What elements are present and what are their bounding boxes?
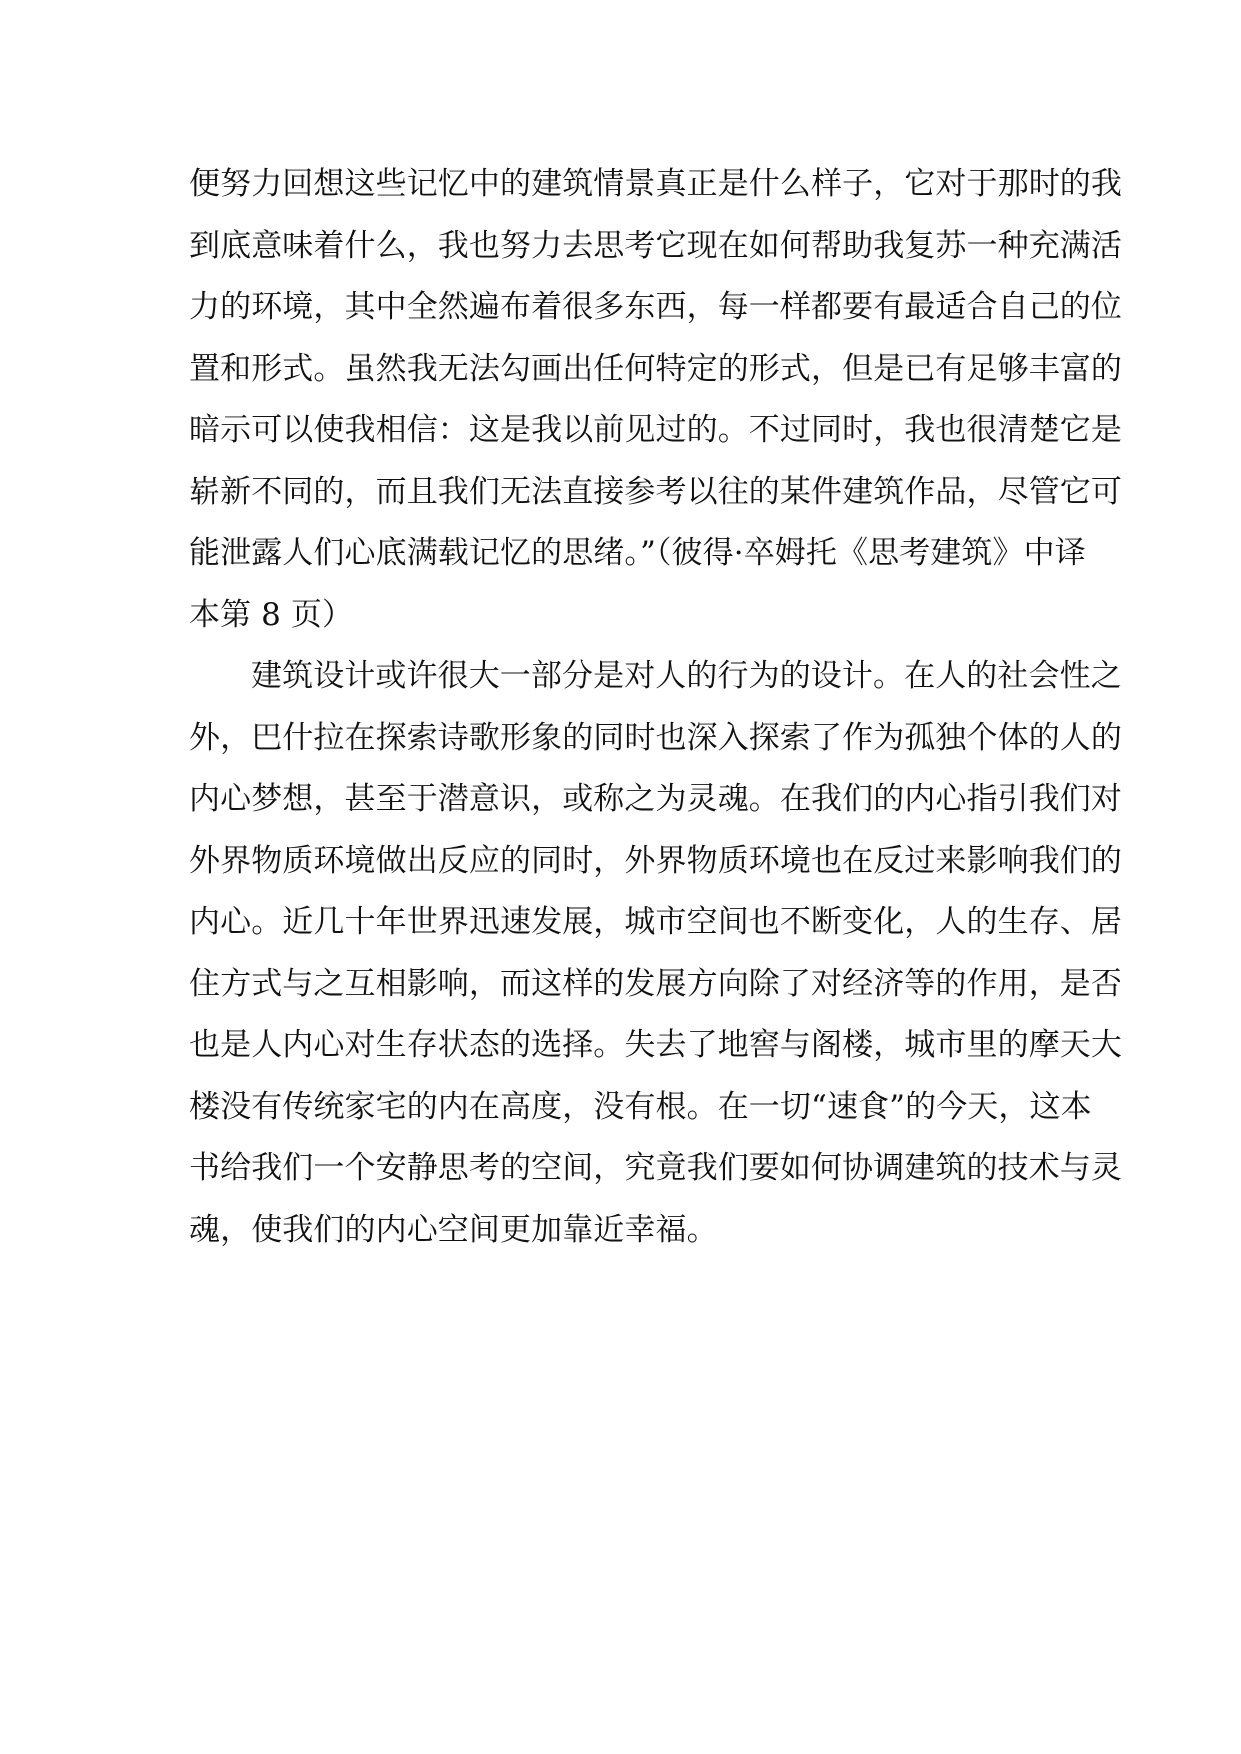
- text-line: 力的环境，其中全然遍布着很多东西，每一样都要有最适合自己的位: [189, 289, 1122, 325]
- text-line: 书给我们一个安静思考的空间，究竟我们要如何协调建筑的技术与灵: [189, 1150, 1122, 1186]
- body-text: [189, 158, 1122, 1265]
- text-line: 本第 8 页）: [189, 596, 354, 633]
- text-line: 崭新不同的，而且我们无法直接参考以往的某件建筑作品，尽管它可: [189, 473, 1122, 510]
- text-line: 住方式与之互相影响，而这样的发展方向除了对经济等的作用，是否: [189, 965, 1122, 1002]
- paragraph-1: [189, 158, 1122, 650]
- paragraph-2: [189, 650, 1122, 1265]
- text-line: 能泄露人们心底满载记忆的思绪。”（彼得·卒姆托《思考建筑》中译: [189, 535, 1086, 571]
- text-line: 到底意味着什么，我也努力去思考它现在如何帮助我复苏一种充满活: [189, 227, 1122, 264]
- text-line: 也是人内心对生存状态的选择。失去了地窖与阁楼，城市里的摩天大: [189, 1027, 1122, 1063]
- text-line: 内心。近几十年世界迅速发展，城市空间也不断变化，人的生存、居: [189, 904, 1122, 940]
- text-line: 魂，使我们的内心空间更加靠近幸福。: [189, 1211, 718, 1248]
- text-line: 外界物质环境做出反应的同时，外界物质环境也在反过来影响我们的: [189, 842, 1122, 879]
- text-line: 内心梦想，甚至于潜意识，或称之为灵魂。在我们的内心指引我们对: [189, 781, 1122, 817]
- text-line: 建筑设计或许很大一部分是对人的行为的设计。在人的社会性之: [251, 658, 1122, 694]
- text-line: 置和形式。虽然我无法勾画出任何特定的形式，但是已有足够丰富的: [189, 350, 1122, 387]
- text-line: 暗示可以使我相信：这是我以前见过的。不过同时，我也很清楚它是: [189, 412, 1122, 448]
- text-line: 外，巴什拉在探索诗歌形象的同时也深入探索了作为孤独个体的人的: [189, 719, 1122, 756]
- text-line: 便努力回想这些记忆中的建筑情景真正是什么样子，它对于那时的我: [189, 166, 1122, 202]
- text-line: 楼没有传统家宅的内在高度，没有根。在一切“速食”的今天，这本: [189, 1088, 1092, 1125]
